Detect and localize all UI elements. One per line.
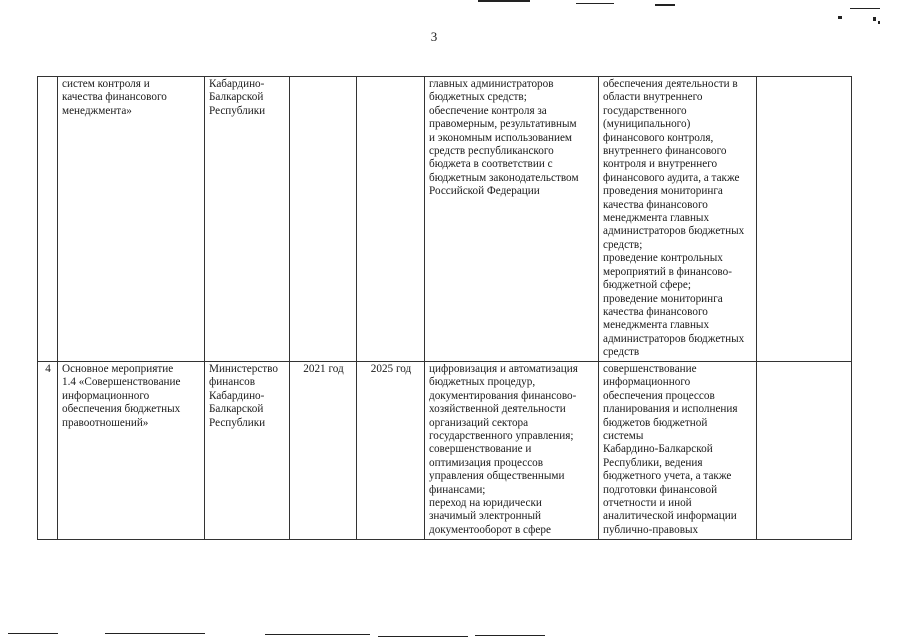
- cell-line: бюджетной сфере;: [603, 279, 691, 292]
- activities-table: [37, 76, 852, 540]
- cell-line: обеспечение контроля за: [429, 104, 547, 117]
- cell-line: менеджмента»: [62, 104, 132, 117]
- cell-line: совершенствование и: [429, 443, 532, 456]
- cell-line: документооборот в сфере: [429, 523, 551, 536]
- cell-line: 1.4 «Совершенствование: [62, 376, 181, 389]
- cell-line: Кабардино-Балкарской: [603, 443, 713, 456]
- cell-line: отчетности и иной: [603, 497, 692, 510]
- cell-line: менеджмента главных: [603, 212, 710, 225]
- executor-cell: [205, 77, 290, 362]
- cell-line: проведение контрольных: [603, 252, 723, 265]
- cell-line: качества финансового: [62, 91, 167, 104]
- cell-line: менеджмента главных: [603, 319, 710, 332]
- cell-line: организаций сектора: [429, 416, 529, 429]
- cell-line: правомерным, результативным: [429, 118, 577, 131]
- row-number: 4: [38, 362, 58, 540]
- extra-cell: [757, 77, 852, 362]
- page-number: 3: [430, 29, 438, 44]
- end-year-cell: 2025 год: [357, 362, 425, 540]
- activity-name-cell: [58, 362, 205, 540]
- cell-line: обеспечения деятельности в: [603, 78, 738, 90]
- cell-line: государственного: [603, 104, 687, 117]
- table-row: [38, 362, 852, 540]
- cell-line: переход на юридически: [429, 497, 542, 510]
- scan-artifact: [850, 8, 880, 9]
- cell-line: бюджетным законодательством: [429, 171, 579, 184]
- cell-line: Балкарской: [209, 91, 264, 104]
- cell-line: средств;: [603, 238, 643, 251]
- cell-line: Кабардино-: [209, 389, 265, 402]
- executor-cell: [205, 362, 290, 540]
- cell-line: планирования и исполнения: [603, 403, 738, 416]
- cell-line: финансов: [209, 376, 256, 389]
- cell-line: Министерство: [209, 363, 278, 375]
- cell-line: информационного: [62, 389, 150, 402]
- start-year-cell: [290, 77, 357, 362]
- cell-line: средств республиканского: [429, 145, 554, 158]
- scan-artifact: [265, 634, 370, 635]
- cell-line: Республики: [209, 104, 266, 117]
- cell-line: бюджетов бюджетной: [603, 416, 708, 429]
- cell-line: качества финансового: [603, 305, 708, 318]
- cell-line: бюджетных средств;: [429, 91, 527, 104]
- cell-line: систем контроля и: [62, 78, 150, 90]
- scan-artifact: [8, 633, 58, 634]
- cell-line: администраторов бюджетных: [603, 225, 745, 238]
- cell-line: и экономным использованием: [429, 131, 573, 144]
- scan-artifact: [873, 17, 876, 21]
- scan-artifact: [576, 3, 614, 4]
- cell-line: обеспечения процессов: [603, 389, 715, 402]
- cell-line: обеспечения бюджетных: [62, 403, 181, 416]
- cell-line: документирования финансово-: [429, 389, 577, 402]
- end-year-cell: [357, 77, 425, 362]
- cell-line: Республики: [209, 416, 266, 429]
- cell-line: Балкарской: [209, 403, 264, 416]
- cell-line: внутреннего финансового: [603, 145, 727, 158]
- cell-line: контроля и внутреннего: [603, 158, 718, 171]
- cell-line: системы: [603, 430, 644, 443]
- cell-line: Республики, ведения: [603, 456, 703, 469]
- row-number: [38, 77, 58, 362]
- cell-line: хозяйственной деятельности: [429, 403, 566, 416]
- cell-line: главных администраторов: [429, 78, 554, 90]
- cell-line: бюджета в соответствии с: [429, 158, 553, 171]
- tasks-cell: [425, 77, 599, 362]
- cell-line: бюджетных процедур,: [429, 376, 536, 389]
- cell-line: оптимизация процессов: [429, 456, 544, 469]
- cell-line: финансами;: [429, 483, 486, 496]
- extra-cell: [757, 362, 852, 540]
- cell-line: цифровизация и автоматизация: [429, 363, 578, 375]
- cell-line: информационного: [603, 376, 691, 389]
- scan-artifact: [655, 4, 675, 6]
- cell-line: проведения мониторинга: [603, 185, 723, 198]
- cell-line: публично-правовых: [603, 523, 699, 536]
- cell-line: проведение мониторинга: [603, 292, 723, 305]
- cell-line: аналитической информации: [603, 510, 737, 523]
- cell-line: средств: [603, 346, 640, 359]
- cell-line: администраторов бюджетных: [603, 332, 745, 345]
- cell-line: Российской Федерации: [429, 185, 540, 198]
- cell-line: мероприятий в финансово-: [603, 265, 732, 278]
- cell-line: значимый электронный: [429, 510, 542, 523]
- cell-line: подготовки финансовой: [603, 483, 718, 496]
- cell-line: Кабардино-: [209, 78, 265, 90]
- cell-line: финансового аудита, а также: [603, 171, 740, 184]
- cell-line: правоотношений»: [62, 416, 149, 429]
- cell-line: совершенствование: [603, 363, 697, 375]
- start-year-cell: 2021 год: [290, 362, 357, 540]
- cell-line: бюджетного учета, а также: [603, 470, 732, 483]
- cell-line: области внутреннего: [603, 91, 703, 104]
- table-row: [38, 77, 852, 362]
- cell-line: качества финансового: [603, 198, 708, 211]
- scan-artifact: [478, 0, 530, 2]
- tasks-cell: [425, 362, 599, 540]
- scan-artifact: [105, 633, 205, 634]
- cell-line: финансового контроля,: [603, 131, 714, 144]
- scan-artifact: [838, 16, 842, 19]
- activity-name-cell: [58, 77, 205, 362]
- cell-line: Основное мероприятие: [62, 363, 174, 375]
- scan-artifact: [878, 21, 880, 24]
- cell-line: управления общественными: [429, 470, 565, 483]
- cell-line: государственного управления;: [429, 430, 574, 443]
- scan-artifact: [475, 635, 545, 636]
- results-cell: [599, 77, 757, 362]
- results-cell: [599, 362, 757, 540]
- scan-artifact: [378, 636, 468, 637]
- cell-line: (муниципального): [603, 118, 691, 131]
